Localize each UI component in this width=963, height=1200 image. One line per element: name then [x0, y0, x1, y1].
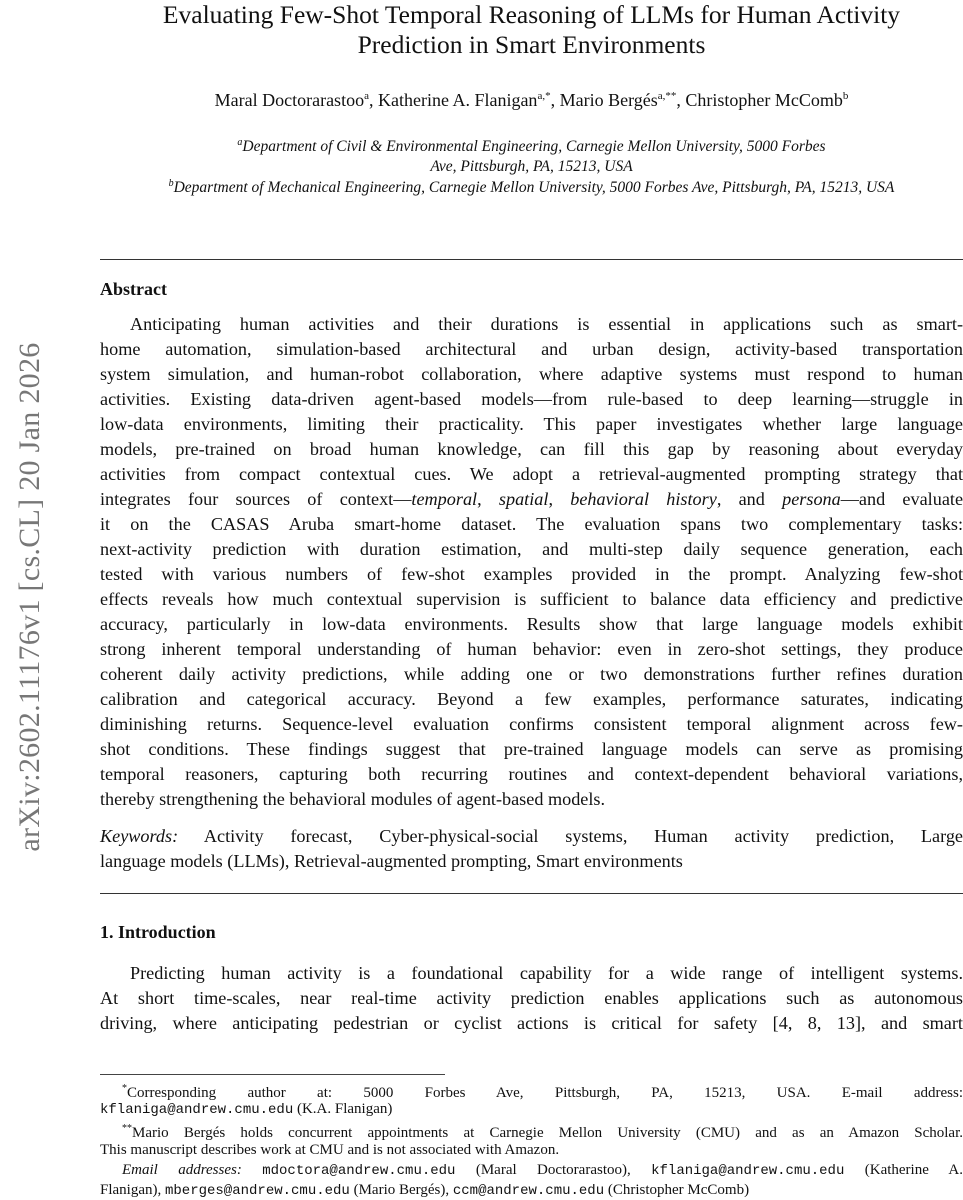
text-segment: persona	[782, 489, 841, 509]
text-segment: calibration and categorical accuracy. Beyond a few examples, performance saturates, indicating	[100, 689, 963, 709]
text-line	[100, 1180, 963, 1200]
text-segment: temporal reasoners, capturing both recurring routines and context-dependent behavioral variations,	[100, 764, 963, 784]
text-line	[100, 462, 963, 487]
text-line	[100, 787, 963, 812]
text-line	[100, 737, 963, 762]
author: Christopher McComb$^b$	[685, 90, 849, 110]
affiliation-b: $^b$Department of Mechanical Engineering, Carnegie Mellon University, 5000 Forbes Ave, Pittsburgh, PA, 15213, USA	[168, 178, 895, 197]
author-list: Maral Doctorarastoo$^a$, Katherine A. Flanigan$^{a,*}$, Mario Bergés$^{a,**}$, Christopher McComb$^b$	[214, 90, 849, 110]
email-address: kflaniga@andrew.cmu.edu	[651, 1162, 845, 1179]
text-segment: driving, where anticipating pedestrian or cyclist actions is critical for safety [4, 8, 13], and smart	[100, 1013, 963, 1033]
text-segment: coherent daily activity predictions, while adding one or two demonstrations further refines duration	[100, 664, 963, 684]
text-segment: Flanigan),	[100, 1181, 165, 1198]
introduction-text	[100, 961, 963, 1036]
text-segment: ,	[548, 489, 571, 509]
text-segment: integrates four sources of context—	[100, 489, 412, 509]
text-segment: Anticipating human activities and their durations is essential in applications such as smart-	[130, 314, 963, 334]
text-segment: next-activity prediction with duration estimation, and multi-step daily sequence generation, each	[100, 539, 963, 559]
text-segment: ,	[477, 489, 499, 509]
text-segment: language models (LLMs), Retrieval-augmented prompting, Smart environments	[100, 851, 683, 871]
text-segment: home automation, simulation-based architectural and urban design, activity-based transportation	[100, 339, 963, 359]
text-line	[100, 512, 963, 537]
text-line	[100, 986, 963, 1011]
text-line	[100, 961, 963, 986]
text-segment: thereby strengthening the behavioral modules of agent-based models.	[100, 789, 606, 809]
text-segment	[242, 1162, 262, 1178]
text-segment: Email addresses:	[122, 1161, 242, 1178]
text-segment: Keywords:	[100, 826, 179, 846]
text-line	[100, 612, 963, 637]
text-line	[100, 587, 963, 612]
text-segment: *	[122, 1083, 127, 1094]
text-line	[100, 1099, 963, 1119]
text-line	[100, 662, 963, 687]
text-segment: it on the CASAS Aruba smart-home dataset. The evaluation spans two complementary tasks:	[100, 514, 963, 534]
author: Maral Doctorarastoo$^a$	[214, 90, 369, 110]
text-line	[100, 1119, 963, 1142]
abstract-text	[100, 312, 963, 812]
text-line	[100, 412, 963, 437]
keywords	[100, 824, 963, 874]
author: Katherine A. Flanigan$^{a,*}$	[377, 90, 551, 110]
footnotes	[100, 1079, 963, 1200]
text-line	[100, 1160, 963, 1180]
text-segment: Activity forecast, Cyber-physical-social systems, Human activity prediction, Large	[178, 826, 963, 846]
text-line	[100, 562, 963, 587]
introduction-heading: 1. Introduction	[100, 922, 216, 942]
text-segment: Corresponding author at: 5000 Forbes Ave, Pittsburgh, PA, 15213, USA. E-mail address:	[127, 1085, 963, 1101]
text-segment: effects reveals how much contextual supervision is sufficient to balance data efficiency and predictive	[100, 589, 963, 609]
text-segment: activities from compact contextual cues. We adopt a retrieval-augmented prompting strategy that	[100, 464, 963, 484]
text-line	[100, 762, 963, 787]
text-segment: (K.A. Flanigan)	[293, 1101, 393, 1118]
text-segment: Mario Bergés holds concurrent appointments at Carnegie Mellon University (CMU) and as an Amazon Scholar.	[132, 1125, 963, 1142]
text-segment: —and evaluate	[840, 489, 963, 509]
text-segment: accuracy, particularly in low-data environments. Results show that large language models exhibit	[100, 614, 963, 634]
divider	[100, 893, 963, 894]
text-line	[100, 1140, 963, 1160]
text-line	[100, 1079, 963, 1099]
text-segment: low-data environments, limiting their practicality. This paper investigates whether large language	[100, 414, 963, 434]
text-line	[100, 1011, 963, 1036]
text-line	[100, 824, 963, 849]
email-address: mberges@andrew.cmu.edu	[165, 1182, 350, 1199]
text-segment: models, pre-trained on broad human knowledge, can fill this gap by reasoning about everyday	[100, 439, 963, 459]
abstract-heading: Abstract	[100, 279, 167, 299]
text-line	[100, 487, 963, 512]
text-line	[100, 637, 963, 662]
text-segment: spatial	[498, 489, 549, 509]
text-segment: , and	[716, 489, 783, 509]
text-segment: activities. Existing data-driven agent-based models—from rule-based to deep learning—struggle in	[100, 389, 963, 409]
arxiv-identifier: arXiv:2602.11176v1 [cs.CL] 20 Jan 2026	[13, 342, 46, 852]
author: Mario Bergés$^{a,**}$	[559, 90, 677, 110]
text-line	[100, 387, 963, 412]
text-segment: **	[122, 1123, 132, 1135]
divider	[100, 259, 963, 260]
affiliation-a: $^a$Department of Civil & Environmental Engineering, Carnegie Mellon University, 5000 Forbes Ave, Pittsburgh, PA, 15213, USA	[237, 137, 826, 176]
text-segment: strong inherent temporal understanding of human behavior: even in zero-shot settings, they produce	[100, 639, 963, 659]
text-line	[100, 312, 963, 337]
email-address: ccm@andrew.cmu.edu	[452, 1182, 605, 1199]
email-address: kflaniga@andrew.cmu.edu	[100, 1102, 294, 1119]
title-line: Prediction in Smart Environments	[357, 30, 706, 59]
text-line	[100, 849, 963, 874]
text-segment: behavioral history	[570, 489, 717, 509]
text-segment: shot conditions. These findings suggest that pre-trained language models can serve as promising	[100, 739, 963, 759]
text-line	[100, 712, 963, 737]
text-line	[100, 687, 963, 712]
text-segment: (Katherine A.	[844, 1161, 963, 1178]
text-segment: system simulation, and human-robot collaboration, where adaptive systems must respond to human	[100, 364, 963, 384]
text-segment: tested with various numbers of few-shot examples provided in the prompt. Analyzing few-shot	[100, 564, 963, 584]
text-segment: (Maral Doctorarastoo),	[455, 1161, 652, 1178]
text-segment: Predicting human activity is a foundational capability for a wide range of intelligent systems.	[130, 963, 963, 983]
title-line: Evaluating Few-Shot Temporal Reasoning of LLMs for Human Activity	[162, 0, 901, 29]
text-segment: This manuscript describes work at CMU and is not associated with Amazon.	[100, 1141, 560, 1158]
footnote-divider	[100, 1074, 445, 1075]
text-segment: (Christopher McComb)	[604, 1181, 750, 1198]
paper-title	[100, 0, 963, 60]
text-segment: temporal	[411, 489, 478, 509]
text-segment: diminishing returns. Sequence-level evaluation confirms consistent temporal alignment across few-	[100, 714, 963, 734]
text-line	[100, 337, 963, 362]
text-segment: At short time-scales, near real-time activity prediction enables applications such as autonomous	[100, 988, 963, 1008]
text-line	[100, 362, 963, 387]
text-segment: (Mario Bergés),	[349, 1181, 453, 1198]
text-line	[100, 537, 963, 562]
email-address: mdoctora@andrew.cmu.edu	[262, 1162, 456, 1179]
text-line	[100, 437, 963, 462]
